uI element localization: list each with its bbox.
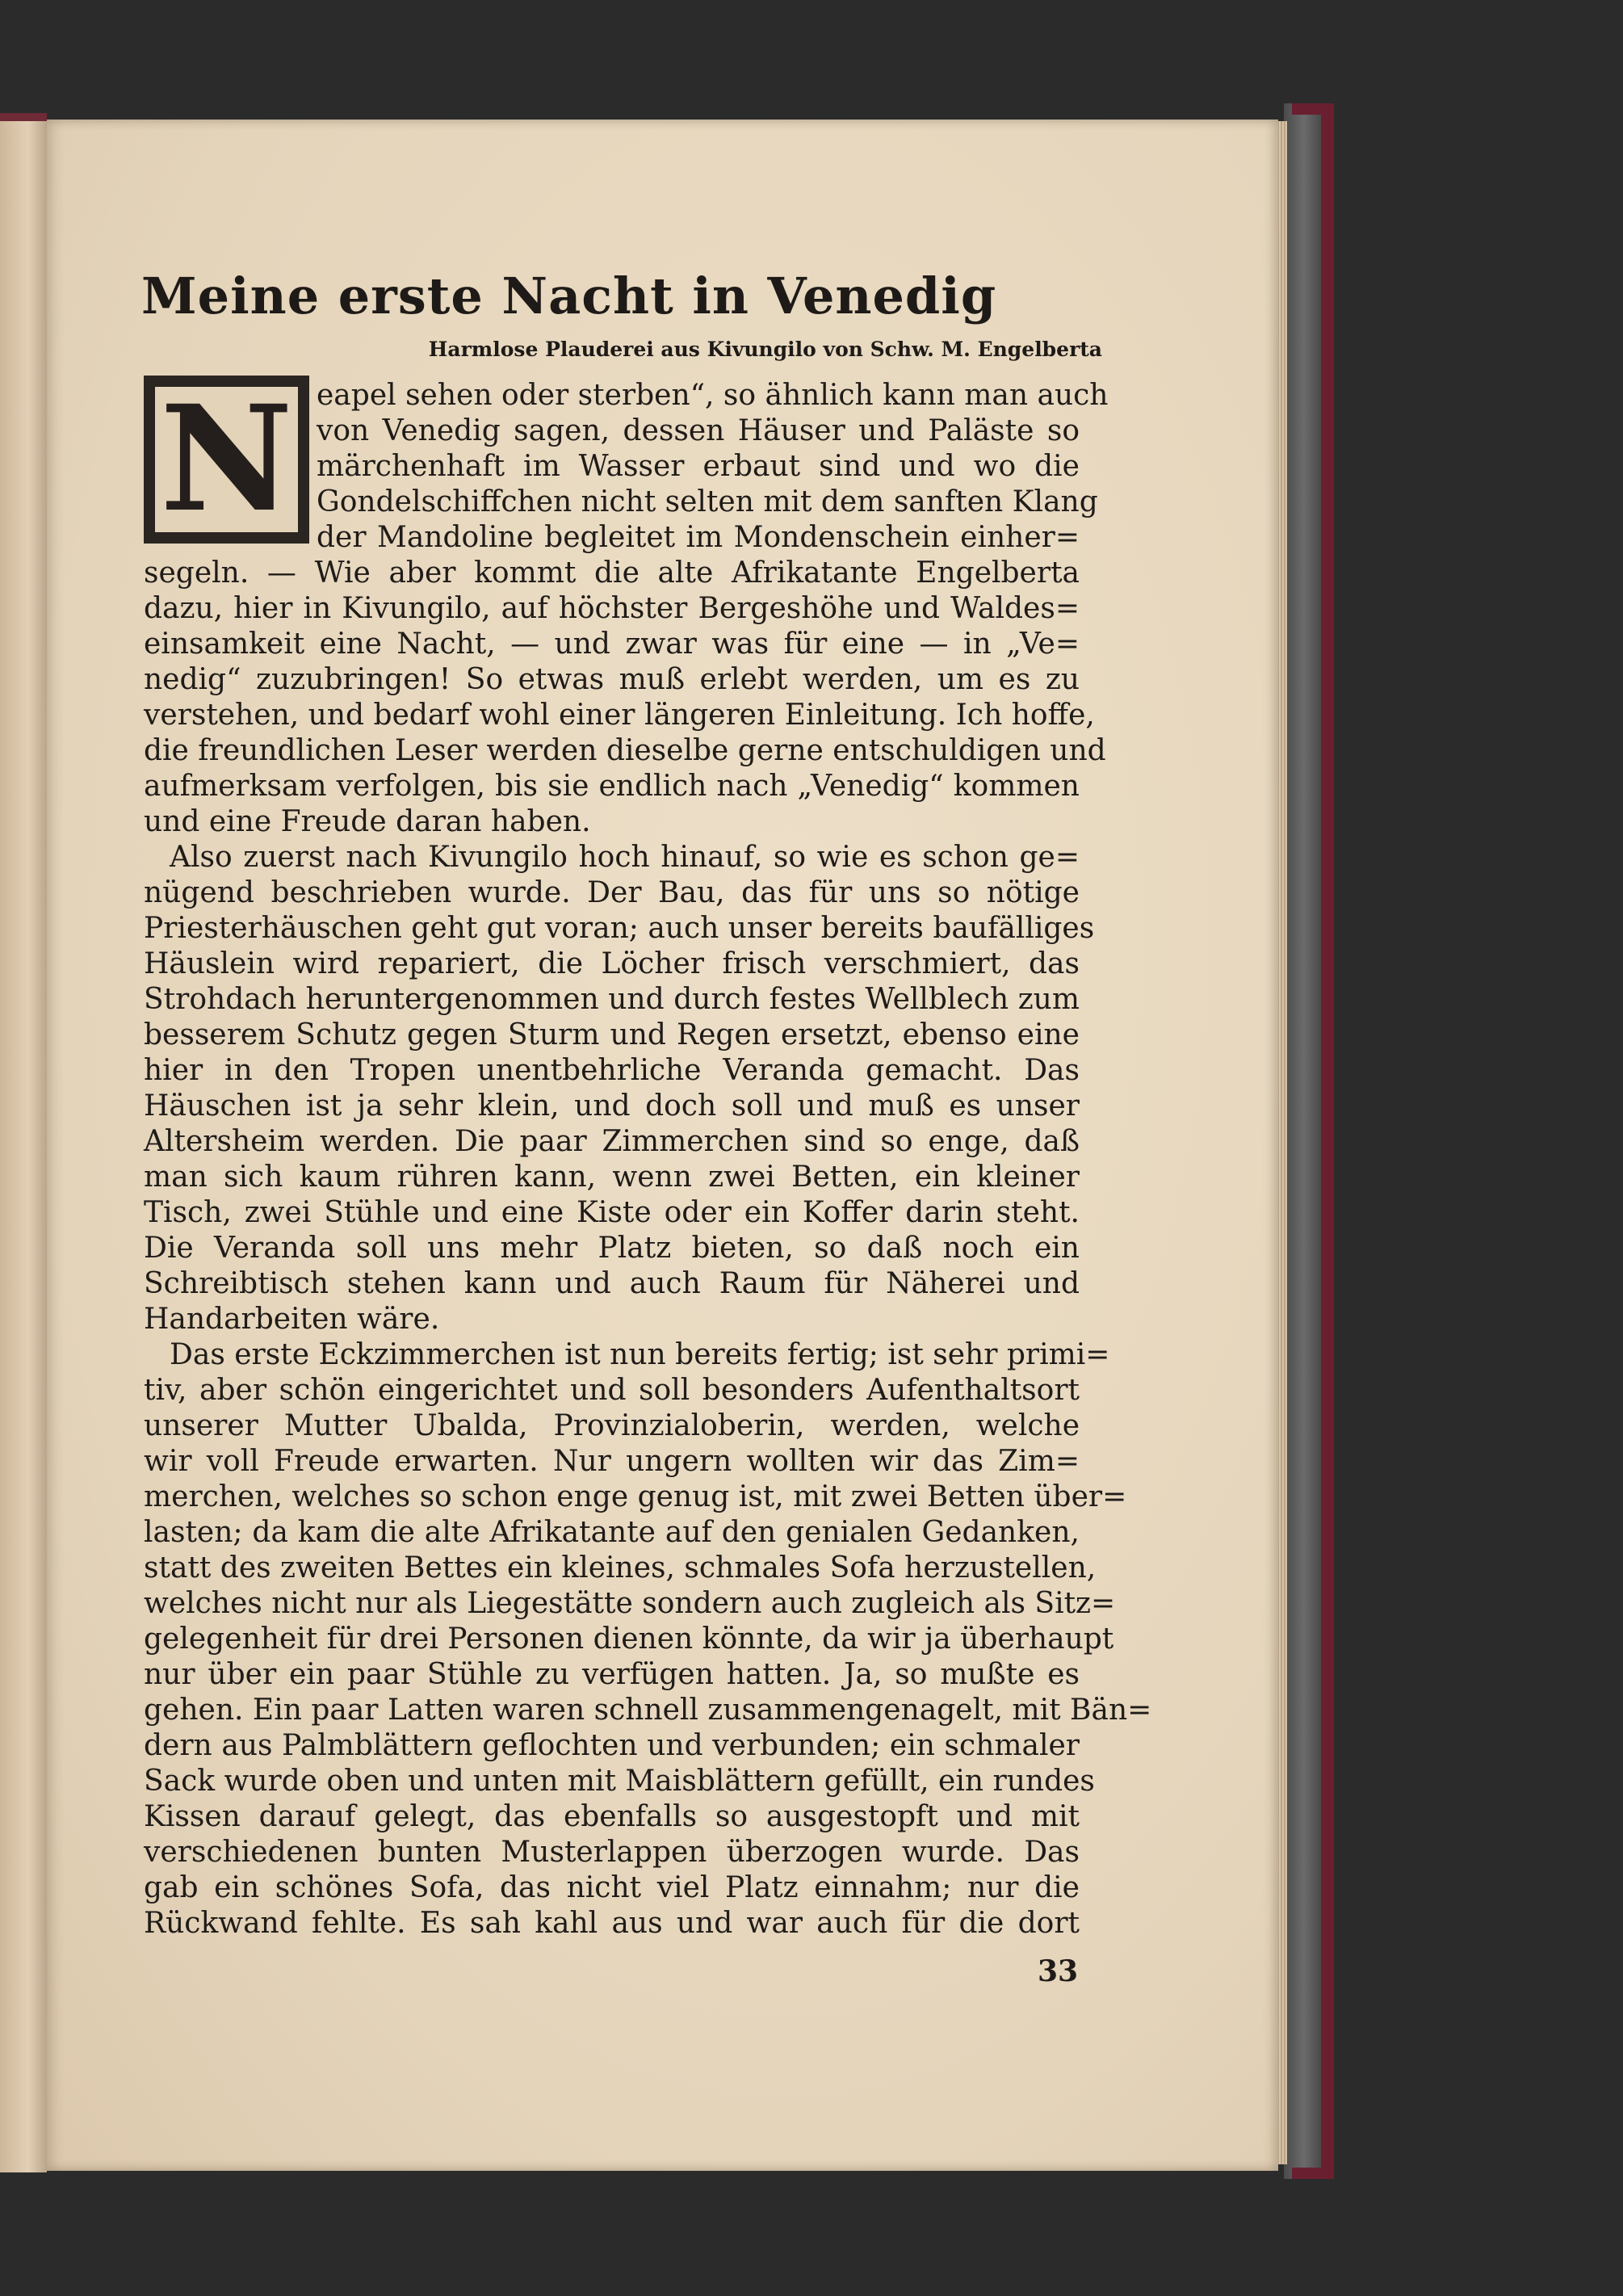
text-line: von Venedig sagen, dessen Häuser und Paläste so [317, 414, 1080, 447]
text-line: Priesterhäuschen geht gut voran; auch unser bereits baufälliges [144, 912, 1095, 945]
text-line: nügend beschrieben wurde. Der Bau, das für uns so nötige [144, 876, 1080, 909]
text-line: Das erste Eckzimmerchen ist nun bereits fertig; ist sehr primi= [170, 1338, 1110, 1371]
text-line: wir voll Freude erwarten. Nur ungern wollten wir das Zim= [144, 1445, 1080, 1478]
text-line: Tisch, zwei Stühle und eine Kiste oder ein Koffer darin steht. [144, 1196, 1080, 1229]
text-line: Rückwand fehlte. Es sah kahl aus und war auch für die dort [144, 1907, 1080, 1940]
text-line: Schreibtisch stehen kann und auch Raum für Näherei und [144, 1267, 1080, 1300]
text-line: Handarbeiten wäre. [144, 1303, 440, 1336]
text-line: gab ein schönes Sofa, das nicht viel Platz einnahm; nur die [144, 1871, 1080, 1904]
text-line: einsamkeit eine Nacht, — und zwar was für eine — in „Ve= [144, 628, 1080, 661]
text-line: Gondelschiffchen nicht selten mit dem sanften Klang [317, 485, 1098, 518]
text-line: verstehen, und bedarf wohl einer längeren Einleitung. Ich hoffe, [144, 699, 1095, 732]
left-page-edge [0, 113, 47, 2172]
text-line: statt des zweiten Bettes ein kleines, schmales Sofa herzustellen, [144, 1551, 1097, 1585]
text-line: Strohdach heruntergenommen und durch festes Wellblech zum [144, 983, 1080, 1016]
text-line: der Mandoline begleitet im Mondenschein einher= [317, 521, 1080, 554]
byline: Harmlose Plauderei aus Kivungilo von Schw. M. Engelberta [428, 338, 1102, 361]
text-line: merchen, welches so schon enge genug ist, mit zwei Betten über= [144, 1480, 1127, 1513]
text-line: segeln. — Wie aber kommt die alte Afrikatante Engelberta [144, 556, 1080, 590]
text-line: tiv, aber schön eingerichtet und soll besonders Aufenthaltsort [144, 1374, 1080, 1407]
text-line: nur über ein paar Stühle zu verfügen hatten. Ja, so mußte es [144, 1658, 1080, 1691]
text-line: hier in den Tropen unentbehrliche Veranda gemacht. Das [144, 1054, 1080, 1087]
text-line: Altersheim werden. Die paar Zimmerchen sind so enge, daß [144, 1125, 1080, 1158]
text-line: gelegenheit für drei Personen dienen könnte, da wir ja überhaupt [144, 1622, 1114, 1656]
text-line: die freundlichen Leser werden dieselbe gerne entschuldigen und [144, 734, 1106, 767]
text-line: gehen. Ein paar Latten waren schnell zusammengenagelt, mit Bän= [144, 1694, 1152, 1727]
text-line: welches nicht nur als Liegestätte sondern auch zugleich als Sitz= [144, 1587, 1116, 1620]
text-line: dazu, hier in Kivungilo, auf höchster Bergeshöhe und Waldes= [144, 592, 1080, 625]
text-line: man sich kaum rühren kann, wenn zwei Betten, ein kleiner [144, 1161, 1080, 1194]
ornamental-dropcap [144, 376, 309, 544]
book-cover-edge [1292, 103, 1334, 2179]
text-line: unserer Mutter Ubalda, Provinzialoberin, werden, welche [144, 1409, 1080, 1442]
text-line: Sack wurde oben und unten mit Maisblättern gefüllt, ein rundes [144, 1765, 1095, 1798]
text-line: dern aus Palmblättern geflochten und verbunden; ein schmaler [144, 1729, 1080, 1762]
text-line: Häuschen ist ja sehr klein, und doch soll und muß es unser [144, 1089, 1080, 1123]
dropcap-letter: N [160, 374, 293, 544]
text-line: verschiedenen bunten Musterlappen überzogen wurde. Das [144, 1836, 1080, 1869]
text-line: und eine Freude daran haben. [144, 805, 591, 838]
text-line: lasten; da kam die alte Afrikatante auf den genialen Gedanken, [144, 1516, 1080, 1549]
text-line: eapel sehen oder sterben“, so ähnlich kann man auch [317, 379, 1109, 412]
text-line: Die Veranda soll uns mehr Platz bieten, so daß noch ein [144, 1232, 1080, 1265]
text-line: besserem Schutz gegen Sturm und Regen ersetzt, ebenso eine [144, 1018, 1080, 1051]
text-line: märchenhaft im Wasser erbaut sind und wo die [317, 450, 1080, 483]
text-line: aufmerksam verfolgen, bis sie endlich nach „Venedig“ kommen [144, 770, 1080, 803]
text-line: Also zuerst nach Kivungilo hoch hinauf, so wie es schon ge= [170, 841, 1080, 874]
text-line: Häuslein wird repariert, die Löcher frisch verschmiert, das [144, 947, 1080, 980]
page-title: Meine erste Nacht in Venedig [141, 267, 997, 325]
text-line: Kissen darauf gelegt, das ebenfalls so ausgestopft und mit [144, 1800, 1080, 1833]
text-line: nedig“ zuzubringen! So etwas muß erlebt werden, um es zu [144, 663, 1080, 696]
page-number: 33 [1038, 1954, 1079, 1988]
